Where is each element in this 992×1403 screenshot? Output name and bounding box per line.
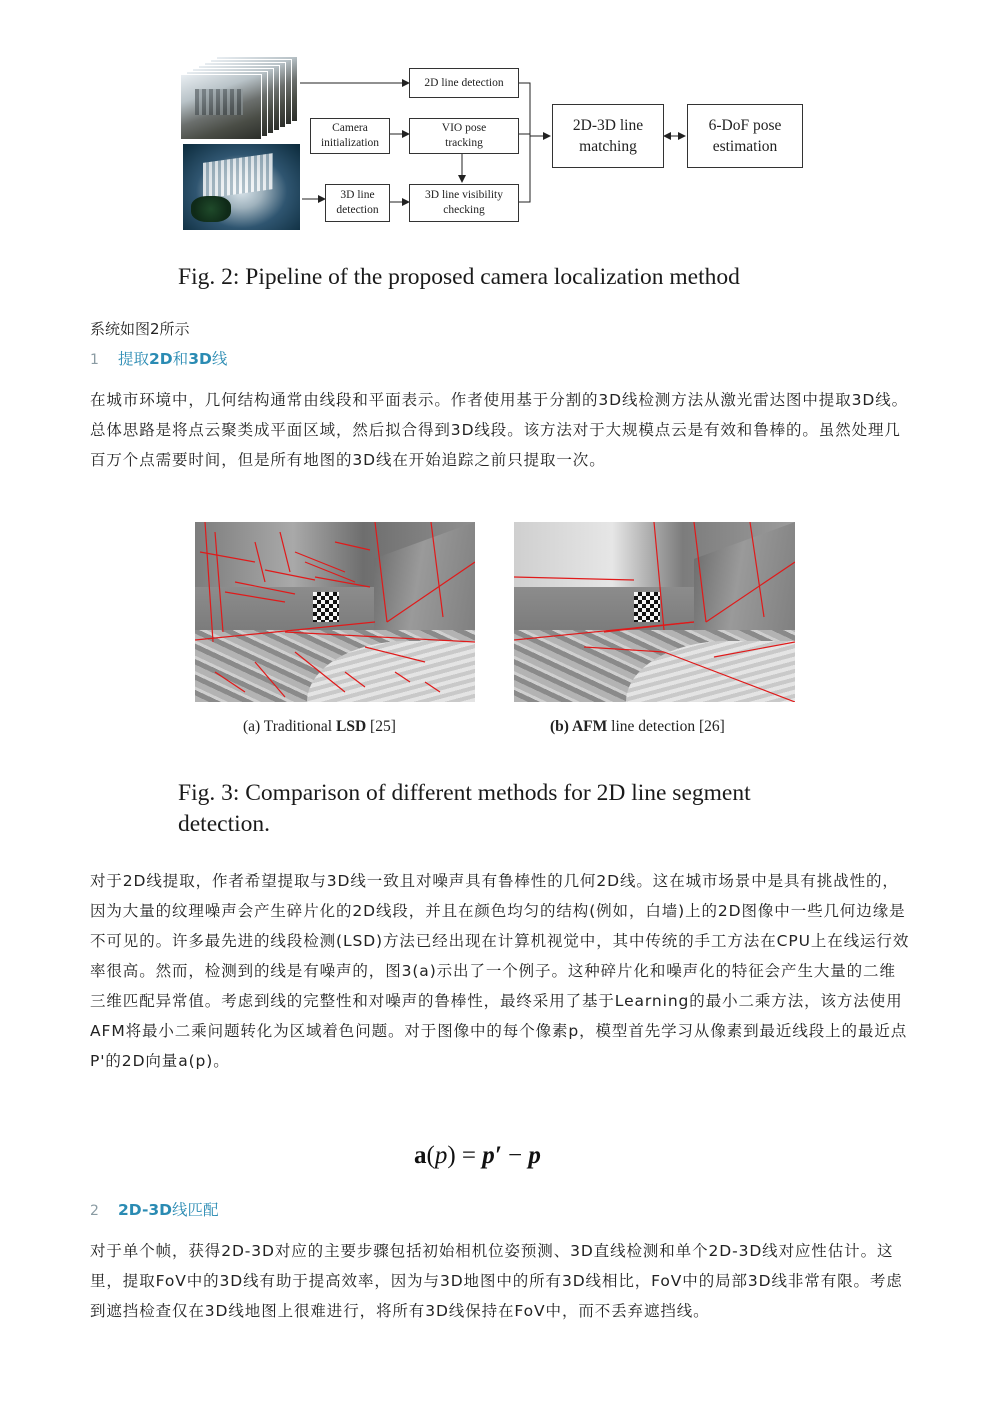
section-number: 2	[90, 1203, 99, 1219]
box-2d-line-detection: 2D line detection	[409, 68, 519, 98]
section-title: 2D-3D线匹配	[118, 1201, 219, 1219]
afm-detection-image	[514, 522, 795, 702]
afm-red-line-overlay	[514, 522, 795, 702]
intro-text: 系统如图2所示	[90, 320, 190, 338]
figure-2-caption: Fig. 2: Pipeline of the proposed camera localization method	[178, 264, 740, 290]
subfigure-a-caption: (a) Traditional LSD [25]	[243, 718, 396, 735]
box-3d-line-detection: 3D line detection	[325, 184, 390, 222]
section-title: 提取2D和3D线	[118, 350, 228, 368]
paragraph-2d-line-extraction: 对于2D线提取，作者希望提取与3D线一致且对噪声具有鲁棒性的几何2D线。这在城市场景中是具有挑战性的，因为大量的纹理噪声会产生碎片化的2D线段，并且在颜色均匀的结构(例如，白墙)上的2D图像中一些几何边缘是不可见的。许多最先进的线段检测(LSD)方法已经出现在计算机视觉中，其中传统的手工方法在CPU上在线运行效率很高。然而，检测到的线是有噪声的，图3(a)示出了一个例子。这种碎片化和噪声化的特征会产生大量的二维三维匹配异常值。考虑到线的完整性和对噪声的鲁棒性，最终采用了基于Learning的最小二乘方法，该方法使用AFM将最小二乘问题转化为区域着色问题。对于图像中的每个像素p，模型首先学习从像素到最近线段上的最近点P'的2D向量a(p)。	[90, 872, 910, 1070]
box-3d-line-visibility-checking: 3D line visibility checking	[409, 184, 519, 222]
lsd-red-line-overlay	[195, 522, 475, 702]
box-vio-pose-tracking: VIO pose tracking	[409, 118, 519, 154]
section-2-heading	[90, 1198, 219, 1220]
box-camera-initialization: Camera initialization	[310, 118, 390, 154]
section-1-heading	[90, 347, 227, 369]
paragraph-3d-line-extraction: 在城市环境中，几何结构通常由线段和平面表示。作者使用基于分割的3D线检测方法从激光雷达图中提取3D线。总体思路是将点云聚类成平面区域，然后拟合得到3D线段。该方法对于大规模点云是有效和鲁棒的。虽然处理几百万个点需要时间，但是所有地图的3D线在开始追踪之前只提取一次。	[90, 391, 908, 469]
lsd-detection-image	[195, 522, 475, 702]
figure-3-caption: Fig. 3: Comparison of different methods for 2D line segment detection.	[178, 780, 751, 837]
box-6dof-pose-estimation: 6-DoF pose estimation	[687, 104, 803, 168]
afm-equation: a(p) = p′ − p	[414, 1142, 541, 1169]
box-2d-3d-line-matching: 2D-3D line matching	[552, 104, 664, 168]
pipeline-figure	[180, 52, 820, 234]
subfigure-b-caption: (b) AFM line detection [26]	[550, 718, 725, 735]
paragraph-2d-3d-matching: 对于单个帧，获得2D-3D对应的主要步骤包括初始相机位姿预测、3D直线检测和单个2D-3D线对应性估计。这里，提取FoV中的3D线有助于提高效率，因为与3D地图中的所有3D线相比，FoV中的局部3D线非常有限。考虑到遮挡检查仅在3D线地图上很难进行，将所有3D线保持在FoV中，而不丢弃遮挡线。	[90, 1242, 903, 1320]
section-number: 1	[90, 352, 99, 368]
